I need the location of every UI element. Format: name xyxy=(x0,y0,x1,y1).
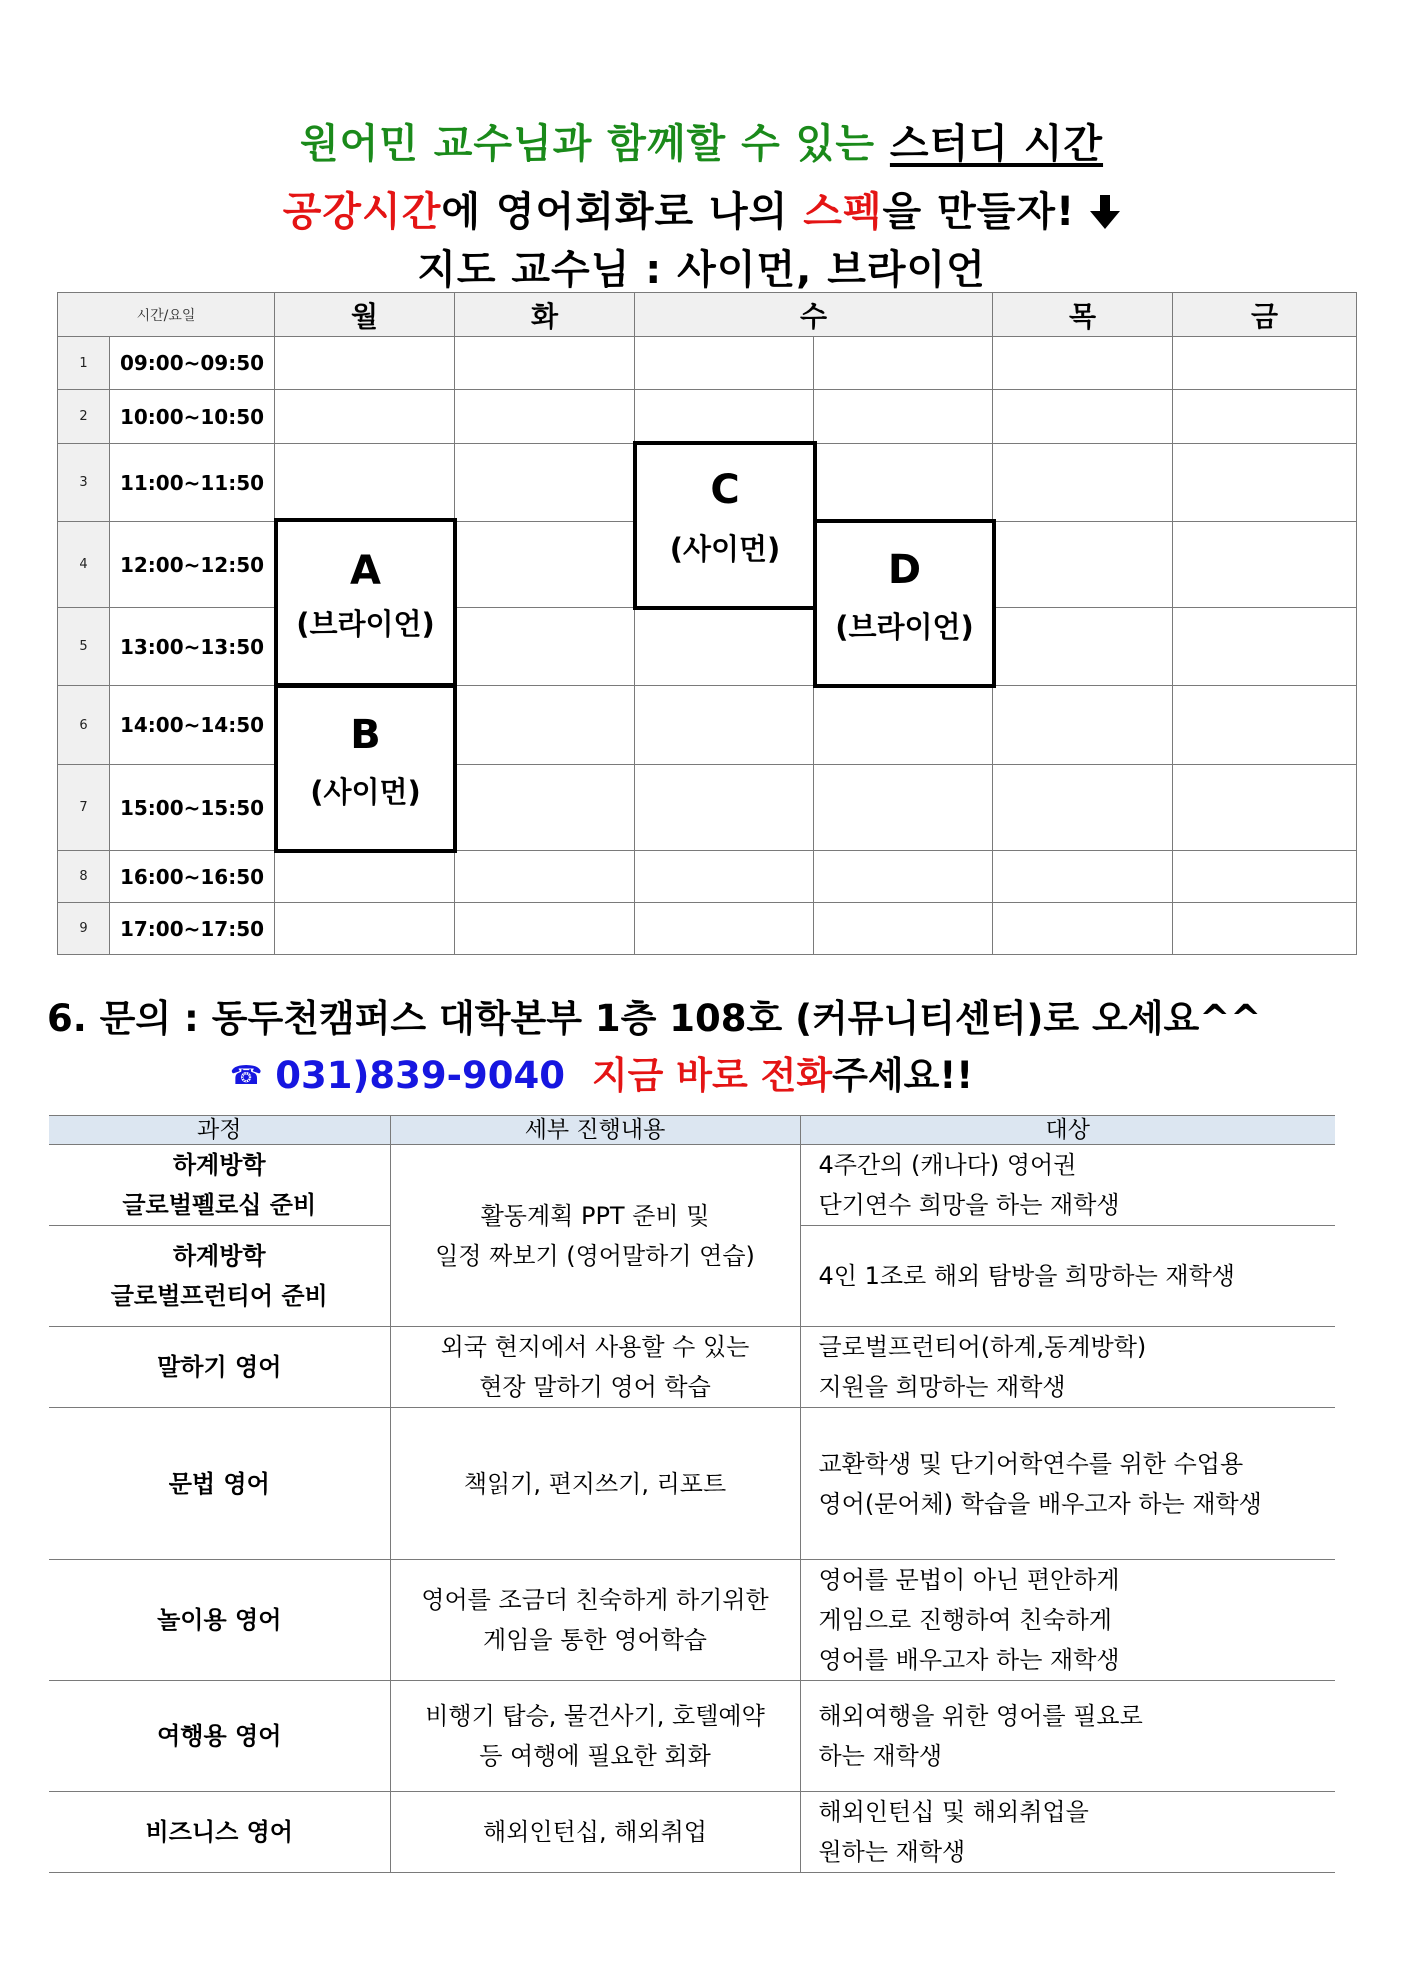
period-time: 11:00~11:50 xyxy=(110,444,275,522)
course-detail: 해외인턴십, 해외취업 xyxy=(390,1792,800,1873)
column-header: 세부 진행내용 xyxy=(390,1116,800,1145)
table-row xyxy=(58,903,1357,955)
session-c-box xyxy=(633,441,817,610)
period-number: 1 xyxy=(58,337,110,390)
period-time: 16:00~16:50 xyxy=(110,851,275,903)
study-timetable xyxy=(57,292,1357,955)
title-underlined-text: 스터디 시간 xyxy=(889,121,1104,167)
table-row xyxy=(49,1560,1335,1681)
course-target: 해외인턴십 및 해외취업을 원하는 재학생 xyxy=(800,1792,1335,1873)
table-row xyxy=(49,1145,1335,1226)
period-time: 10:00~10:50 xyxy=(110,390,275,444)
day-header: 화 xyxy=(455,293,635,337)
period-number: 2 xyxy=(58,390,110,444)
table-row xyxy=(49,1681,1335,1792)
title-red-text-a: 공강시간 xyxy=(282,189,442,235)
period-number: 6 xyxy=(58,686,110,765)
period-time: 17:00~17:50 xyxy=(110,903,275,955)
course-target: 4주간의 (캐나다) 영어권 단기연수 희망을 하는 재학생 xyxy=(800,1145,1335,1226)
course-table xyxy=(49,1115,1335,1873)
column-header: 대상 xyxy=(800,1116,1335,1145)
course-detail: 책읽기, 편지쓰기, 리포트 xyxy=(390,1408,800,1560)
course-target: 4인 1조로 해외 탐방을 희망하는 재학생 xyxy=(800,1226,1335,1327)
course-target: 영어를 문법이 아닌 편안하게 게임으로 진행하여 친숙하게 영어를 배우고자 하는 재학생 xyxy=(800,1560,1335,1681)
session-letter: A xyxy=(350,548,381,594)
session-professor: (사이먼) xyxy=(310,775,421,809)
period-time: 12:00~12:50 xyxy=(110,522,275,608)
session-a-box xyxy=(274,518,457,687)
title-line-1 xyxy=(0,112,1403,169)
phone-number[interactable]: 031)839-9040 xyxy=(275,1054,565,1097)
day-header: 월 xyxy=(275,293,455,337)
table-row xyxy=(58,608,1357,686)
course-name: 하계방학 글로벌프런티어 준비 xyxy=(49,1226,390,1327)
call-now-end: 주세요!! xyxy=(832,1054,974,1097)
table-row xyxy=(49,1792,1335,1873)
period-time: 14:00~14:50 xyxy=(110,686,275,765)
title-end-text: 을 만들자! xyxy=(882,189,1076,235)
table-row xyxy=(58,337,1357,390)
course-name: 문법 영어 xyxy=(49,1408,390,1560)
course-detail: 비행기 탑승, 물건사기, 호텔예약 등 여행에 필요한 회화 xyxy=(390,1681,800,1792)
title-line-2 xyxy=(0,180,1403,237)
supervisors-line: 지도 교수님 : 사이먼, 브라이언 xyxy=(417,247,986,293)
period-time: 09:00~09:50 xyxy=(110,337,275,390)
period-number: 5 xyxy=(58,608,110,686)
session-professor: (브라이언) xyxy=(296,607,435,641)
table-row xyxy=(58,851,1357,903)
call-now-text: 지금 바로 전화 xyxy=(591,1054,833,1097)
course-target: 글로벌프런티어(하계,동계방학) 지원을 희망하는 재학생 xyxy=(800,1327,1335,1408)
phone-line xyxy=(230,1045,973,1099)
phone-icon: ☎ xyxy=(230,1061,263,1091)
inquiry-text: 6. 문의 : 동두천캠퍼스 대학본부 1층 108호 (커뮤니티센터)로 오세요^^ xyxy=(47,997,1262,1040)
session-professor: (사이먼) xyxy=(669,532,781,566)
period-number: 4 xyxy=(58,522,110,608)
down-arrow-icon xyxy=(1090,189,1120,235)
period-number: 9 xyxy=(58,903,110,955)
table-row xyxy=(58,686,1357,765)
course-name: 놀이용 영어 xyxy=(49,1560,390,1681)
title-mid-text: 에 영어회화로 나의 xyxy=(441,189,789,235)
course-name: 하계방학 글로벌펠로십 준비 xyxy=(49,1145,390,1226)
period-number: 7 xyxy=(58,765,110,851)
session-d-box xyxy=(813,519,996,688)
period-time: 15:00~15:50 xyxy=(110,765,275,851)
course-detail: 활동계획 PPT 준비 및 일정 짜보기 (영어말하기 연습) xyxy=(390,1145,800,1327)
table-row xyxy=(49,1408,1335,1560)
course-name: 여행용 영어 xyxy=(49,1681,390,1792)
day-header: 수 xyxy=(635,293,993,337)
table-row xyxy=(49,1327,1335,1408)
corner-header: 시간/요일 xyxy=(58,293,275,337)
column-header: 과정 xyxy=(49,1116,390,1145)
course-detail: 외국 현지에서 사용할 수 있는 현장 말하기 영어 학습 xyxy=(390,1327,800,1408)
course-detail: 영어를 조금더 친숙하게 하기위한 게임을 통한 영어학습 xyxy=(390,1560,800,1681)
title-green-text: 원어민 교수님과 함께할 수 있는 xyxy=(299,121,875,167)
session-b-box xyxy=(274,684,457,853)
course-target: 교환학생 및 단기어학연수를 위한 수업용 영어(문어체) 학습을 배우고자 하는 재학생 xyxy=(800,1408,1335,1560)
day-header: 금 xyxy=(1173,293,1357,337)
day-header: 목 xyxy=(993,293,1173,337)
session-professor: (브라이언) xyxy=(835,610,974,644)
table-row xyxy=(58,765,1357,851)
period-time: 13:00~13:50 xyxy=(110,608,275,686)
title-red-text-b: 스펙 xyxy=(803,189,883,235)
session-letter: D xyxy=(887,547,922,593)
course-name: 말하기 영어 xyxy=(49,1327,390,1408)
session-letter: B xyxy=(350,712,381,758)
session-letter: C xyxy=(710,467,740,513)
period-number: 3 xyxy=(58,444,110,522)
period-number: 8 xyxy=(58,851,110,903)
course-target: 해외여행을 위한 영어를 필요로 하는 재학생 xyxy=(800,1681,1335,1792)
table-row xyxy=(58,390,1357,444)
course-name: 비즈니스 영어 xyxy=(49,1792,390,1873)
